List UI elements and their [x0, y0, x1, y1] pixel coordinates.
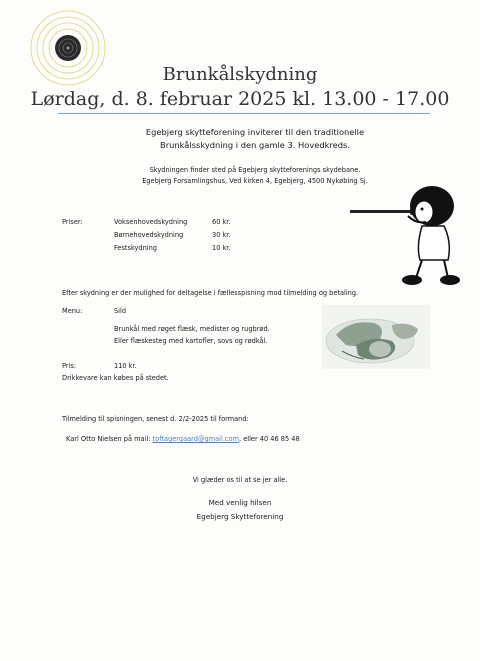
contact-name: Karl Otto Nielsen på mail:	[66, 435, 151, 443]
contact-phone: , eller 40 46 85 48	[239, 435, 300, 443]
menu-main: Brunkål med røget flæsk, medister og rugbrød.	[114, 325, 270, 333]
venue-line: Skydningen finder sted på Egebjerg skytteforenings skydebane.	[149, 166, 361, 174]
price-value: 60 kr.	[212, 218, 231, 226]
title-underline	[58, 113, 430, 114]
menu-alternative: Eller flæskesteg med kartofler, sovs og rødkål.	[114, 337, 268, 345]
price-name: Festskydning	[114, 244, 157, 252]
price-name: Børnehovedskydning	[114, 231, 184, 239]
contact-line	[66, 434, 300, 444]
menu-starter: Sild	[114, 307, 127, 315]
venue-address: Egebjerg Forsamlingshus, Ved kirken 4, Egebjerg, 4500 Nykøbing Sj.	[142, 177, 368, 185]
intro-line: Brunkålsskydning i den gamle 3. Hovedkreds.	[160, 140, 350, 150]
shooter-cartoon-icon	[350, 180, 460, 290]
dinner-intro: Efter skydning er der mulighed for deltagelse i fællesspisning mod tilmelding og betaling.	[62, 289, 359, 297]
price-value: 10 kr.	[212, 244, 231, 252]
price-value: 30 kr.	[212, 231, 231, 239]
event-date: Lørdag, d. 8. februar 2025 kl. 13.00 - 17.00	[30, 88, 450, 110]
closing-greeting: Vi glæder os til at se jer alle.	[192, 476, 288, 484]
intro-line: Egebjerg skytteforening inviterer til den traditionelle	[145, 127, 365, 137]
prices-label: Priser:	[62, 218, 83, 226]
closing-signature: Egebjerg Skytteforening	[196, 512, 284, 521]
dinner-price: 110 kr.	[114, 362, 137, 370]
price-name: Voksenhovedskydning	[114, 218, 188, 226]
event-title: Brunkålskydning	[162, 64, 318, 85]
drinks-note: Drikkevare kan købes på stedet.	[62, 374, 169, 382]
email-link[interactable]: toftagergaard@gmail.com	[152, 435, 240, 443]
closing-regards: Med venlig hilsen	[208, 498, 272, 507]
intro-text	[100, 126, 410, 152]
dinner-price-label: Pris:	[62, 362, 77, 370]
menu-label: Menu:	[62, 307, 83, 315]
dish-photo-icon	[322, 305, 430, 369]
signup-text: Tilmelding til spisningen, senest d. 2/2-2025 til formand:	[62, 415, 249, 423]
